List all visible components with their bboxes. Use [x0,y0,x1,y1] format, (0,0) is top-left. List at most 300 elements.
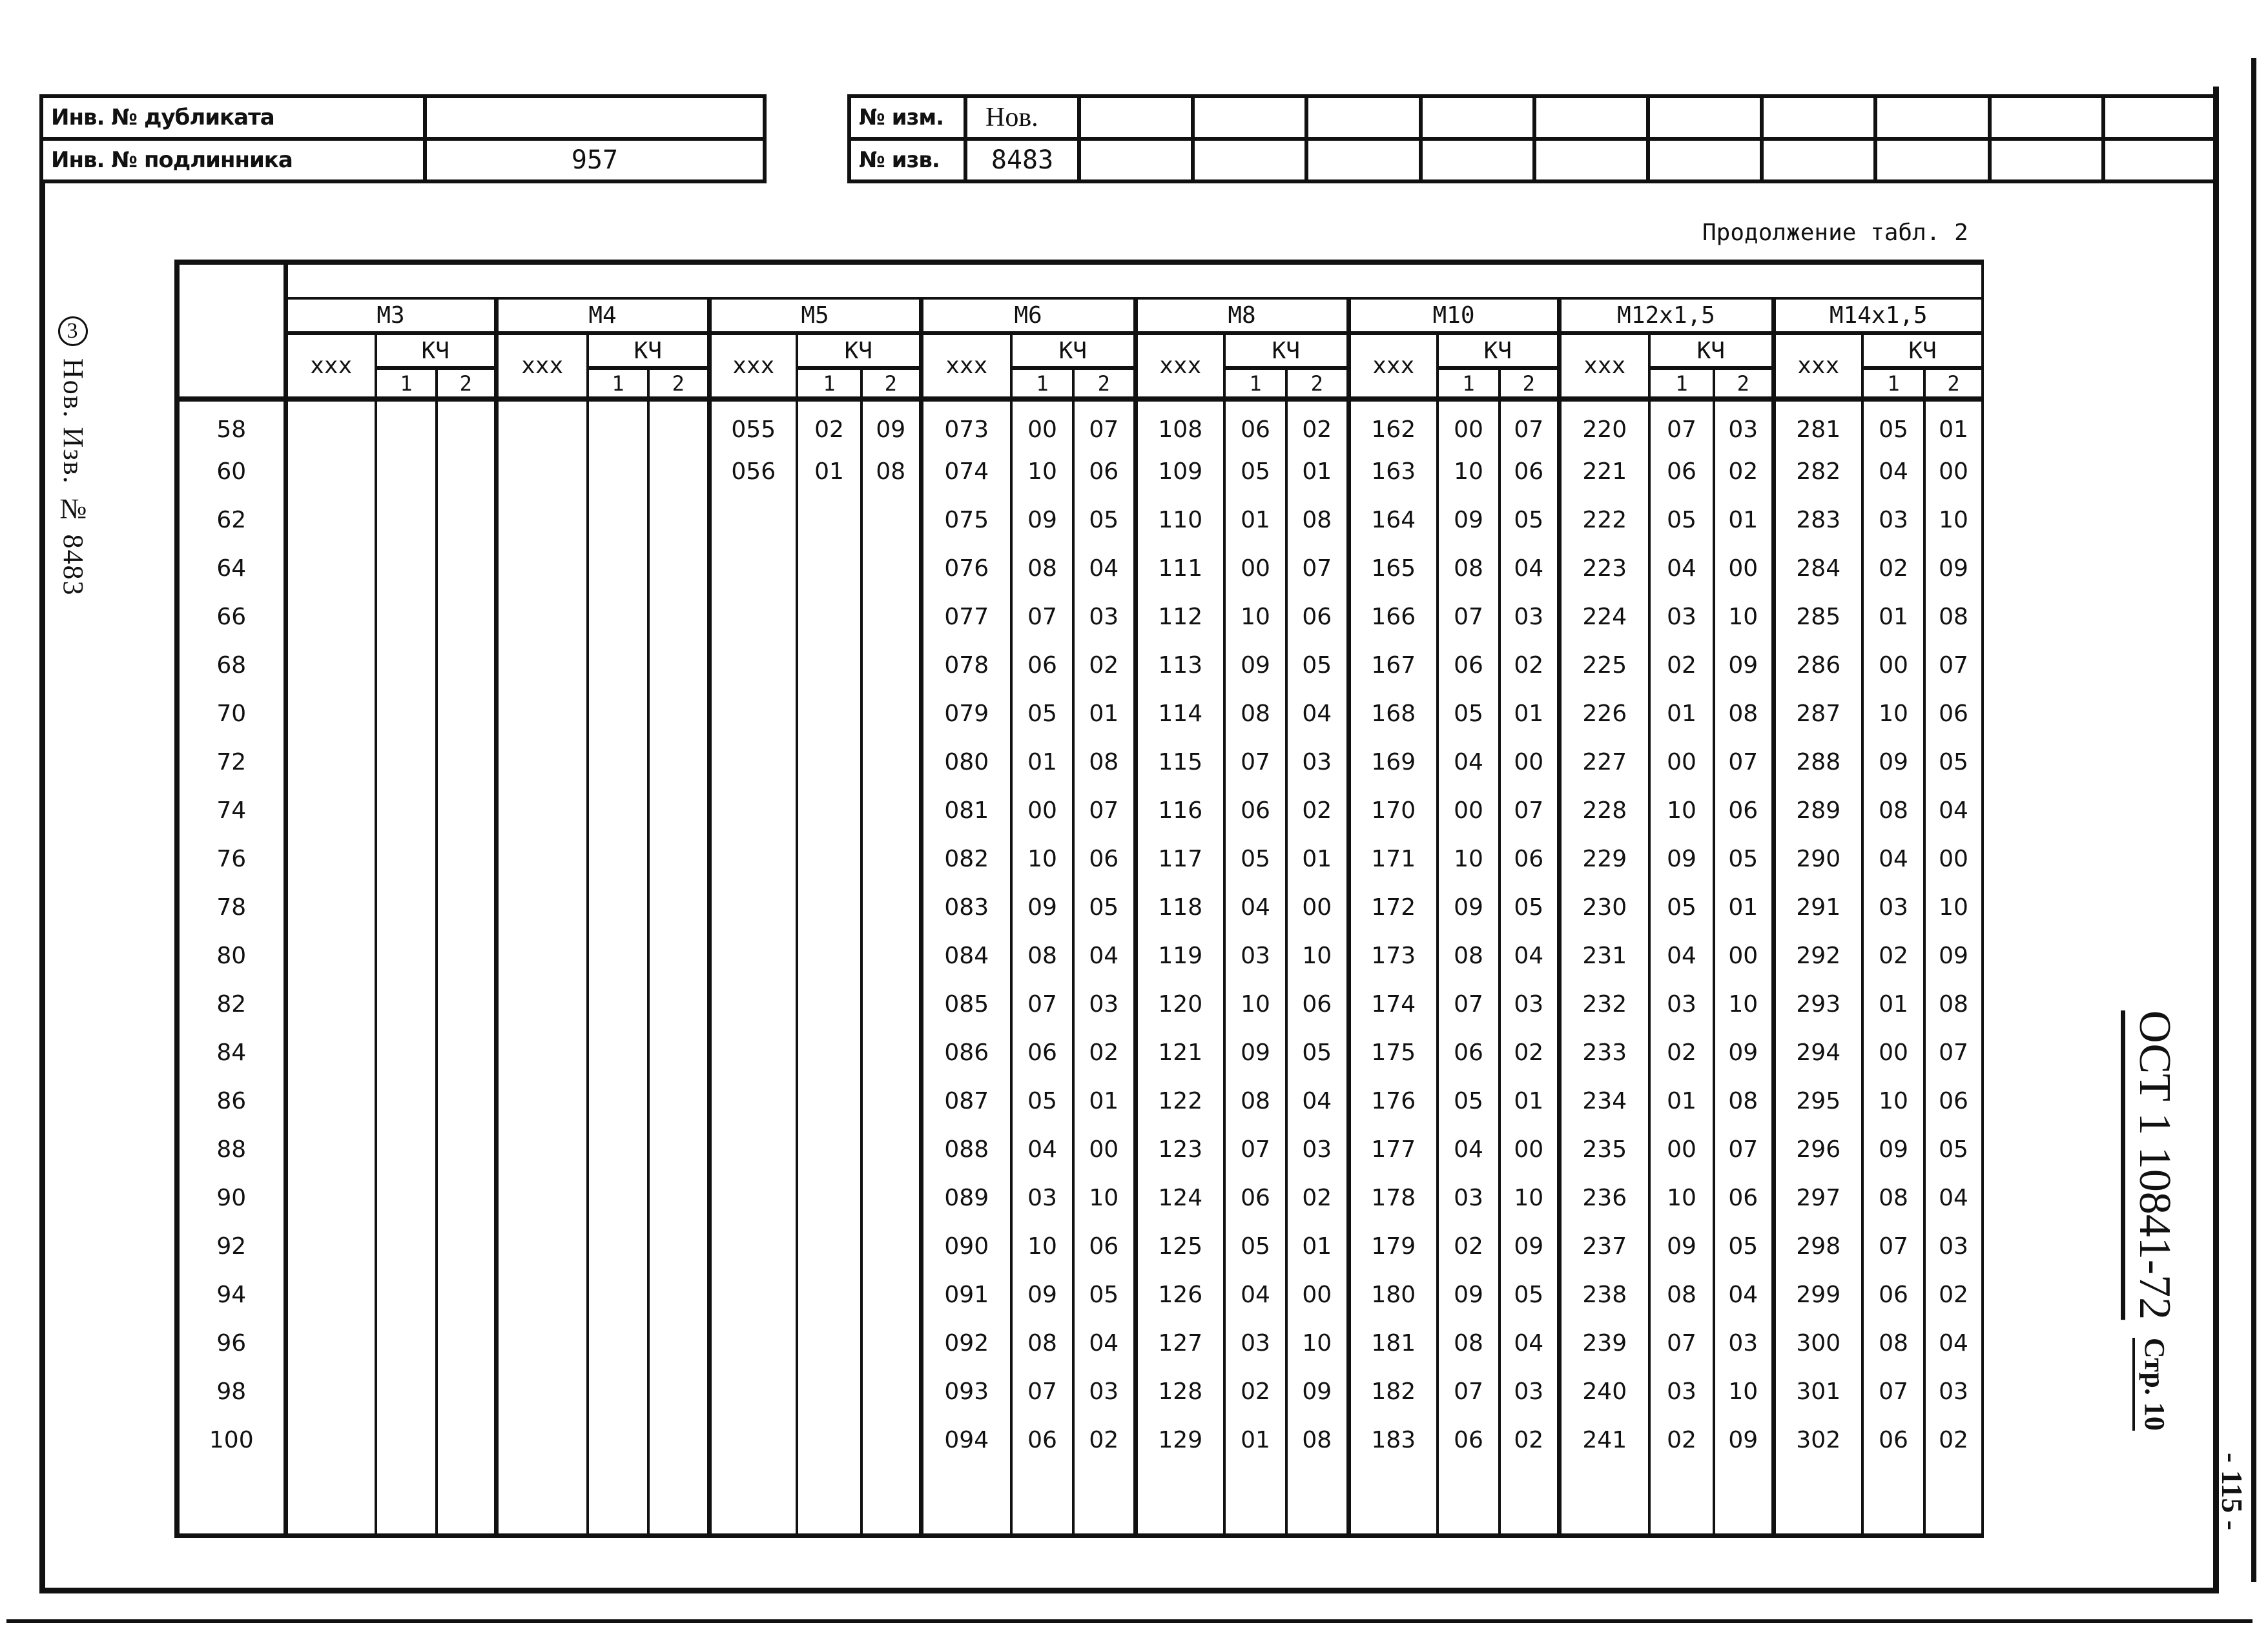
xxx-cell: 180 [1348,1271,1438,1319]
length-cell: 74 [177,786,285,835]
xxx-cell [285,641,376,690]
xxx-cell: 170 [1348,786,1438,835]
kch1-cell: 07 [1862,1367,1924,1416]
d-column-header [285,262,1983,298]
xxx-cell [285,1416,376,1464]
xxx-cell: 089 [921,1174,1011,1222]
xxx-header: ххх [1348,333,1438,399]
kch1-cell: 07 [1011,1367,1073,1416]
kch2-cell [648,738,709,786]
kch1-cell: 07 [1649,1319,1714,1367]
kch1-cell: 05 [1224,835,1286,883]
kch2-cell: 01 [1286,835,1348,883]
kch-header: КЧ [1862,333,1983,368]
kch2-cell: 01 [1073,690,1135,738]
length-cell: 96 [177,1319,285,1367]
kch1-cell [797,835,861,883]
kch1-cell: 06 [1438,641,1500,690]
kch1-cell [797,1077,861,1125]
kch2-cell [437,1367,496,1416]
xxx-cell [285,447,376,496]
kch2-cell: 10 [1714,593,1773,641]
kch1-cell: 06 [1438,1416,1500,1464]
kch2-cell: 07 [1500,786,1559,835]
kch1-cell: 03 [1649,1367,1714,1416]
kch-sub-1-header: 1 [1649,368,1714,399]
kch1-cell: 06 [1862,1416,1924,1464]
kch2-cell [648,447,709,496]
length-cell [177,1464,285,1535]
xxx-cell [496,1271,588,1319]
kch2-cell: 05 [1924,1125,1983,1174]
kch2-cell: 05 [1500,883,1559,932]
kch2-cell: 04 [1500,1319,1559,1367]
kch1-cell: 00 [1224,544,1286,593]
kch1-cell [797,738,861,786]
kch2-cell: 10 [1714,980,1773,1029]
kch1-cell: 08 [1011,544,1073,593]
kch2-cell: 03 [1073,593,1135,641]
kch2-cell: 01 [1714,883,1773,932]
kch1-cell: 08 [1862,1174,1924,1222]
xxx-cell: 123 [1135,1125,1224,1174]
kch2-cell [861,1077,921,1125]
kch2-cell [861,835,921,883]
xxx-cell: 294 [1773,1029,1862,1077]
xxx-cell [709,786,797,835]
xxx-cell: 109 [1135,447,1224,496]
xxx-cell: 292 [1773,932,1862,980]
kch1-cell [1862,1464,1924,1535]
xxx-cell: 080 [921,738,1011,786]
kch1-cell: 09 [1649,1222,1714,1271]
kch2-cell [648,641,709,690]
kch1-cell [376,883,437,932]
right-edge-rule [2251,58,2256,1582]
length-cell: 78 [177,883,285,932]
xxx-cell: 175 [1348,1029,1438,1077]
kch-header: КЧ [376,333,496,368]
kch1-cell: 05 [1438,1077,1500,1125]
stamp-cell [1306,96,1420,139]
length-cell: 94 [177,1271,285,1319]
kch2-cell [437,1464,496,1535]
xxx-cell [709,1125,797,1174]
xxx-cell: 229 [1559,835,1649,883]
kch2-cell: 05 [1073,496,1135,544]
kch1-cell [376,1077,437,1125]
xxx-cell: 227 [1559,738,1649,786]
kch1-cell [376,1125,437,1174]
kch2-cell: 02 [1286,1174,1348,1222]
xxx-cell: 237 [1559,1222,1649,1271]
thread-size-header: М8 [1135,298,1348,333]
thread-size-header: М5 [709,298,921,333]
kch-sub-2-header: 2 [1924,368,1983,399]
xxx-cell [285,593,376,641]
table-row [177,690,1983,738]
xxx-cell: 122 [1135,1077,1224,1125]
kch1-cell: 04 [1224,1271,1286,1319]
kch2-cell [437,496,496,544]
kch2-cell [648,835,709,883]
xxx-cell: 078 [921,641,1011,690]
xxx-cell: 129 [1135,1416,1224,1464]
kch1-cell [797,932,861,980]
xxx-cell: 287 [1773,690,1862,738]
kch2-cell: 06 [1073,447,1135,496]
kch2-cell: 08 [1073,738,1135,786]
table-continuation-caption: Продолжение табл. 2 [1702,220,1968,246]
kch2-cell [861,738,921,786]
kch2-cell: 03 [1924,1367,1983,1416]
kch1-cell [588,1077,648,1125]
xxx-cell: 179 [1348,1222,1438,1271]
kch1-cell: 05 [1224,1222,1286,1271]
kch1-cell: 07 [1224,738,1286,786]
xxx-header: ххх [1135,333,1224,399]
kch2-cell: 06 [1073,835,1135,883]
table-row [177,641,1983,690]
kch1-cell [797,1319,861,1367]
kch1-cell [588,1319,648,1367]
xxx-cell: 127 [1135,1319,1224,1367]
xxx-cell: 115 [1135,738,1224,786]
xxx-header: ххх [921,333,1011,399]
kch2-cell: 08 [1924,593,1983,641]
kch1-cell: 08 [1649,1271,1714,1319]
xxx-cell: 299 [1773,1271,1862,1319]
xxx-cell: 225 [1559,641,1649,690]
xxx-cell [709,544,797,593]
kch2-cell: 06 [1500,835,1559,883]
kch1-cell: 10 [1011,835,1073,883]
kch1-cell: 09 [1011,496,1073,544]
xxx-cell [496,1319,588,1367]
kch2-cell [437,786,496,835]
xxx-cell [285,1029,376,1077]
kch1-cell [376,593,437,641]
xxx-cell [496,1464,588,1535]
change-stamp [847,94,2219,183]
change-notice-side-note [57,316,90,596]
xxx-cell: 084 [921,932,1011,980]
xxx-cell [709,1174,797,1222]
xxx-header: ххх [709,333,797,399]
kch1-cell: 09 [1862,738,1924,786]
kch1-cell: 09 [1438,1271,1500,1319]
kch2-cell [648,932,709,980]
xxx-cell: 233 [1559,1029,1649,1077]
kch2-cell: 05 [1714,835,1773,883]
kch1-cell: 04 [1649,932,1714,980]
xxx-cell [709,1222,797,1271]
xxx-cell: 126 [1135,1271,1224,1319]
page-label: Стр. 10 [2139,1338,2170,1431]
izv-value: 8483 [965,139,1079,181]
kch2-cell [861,1029,921,1077]
xxx-cell [709,932,797,980]
kch2-cell: 02 [1714,447,1773,496]
xxx-cell: 230 [1559,883,1649,932]
xxx-cell: 290 [1773,835,1862,883]
kch2-cell [648,1416,709,1464]
thread-size-header: М10 [1348,298,1559,333]
kch2-cell [648,399,709,447]
kch2-cell: 02 [1073,1029,1135,1077]
kch2-cell: 07 [1500,399,1559,447]
xxx-cell: 055 [709,399,797,447]
xxx-cell: 111 [1135,544,1224,593]
kch2-cell: 07 [1714,1125,1773,1174]
kch1-cell: 05 [1438,690,1500,738]
length-cell: 90 [177,1174,285,1222]
kch-header: КЧ [1011,333,1135,368]
kch2-cell [1073,1464,1135,1535]
kch1-cell [588,883,648,932]
xxx-cell [496,1029,588,1077]
kch1-cell: 10 [1862,690,1924,738]
xxx-cell [285,1367,376,1416]
inv-dup-label: Инв. № дубликата [41,96,425,139]
length-cell: 88 [177,1125,285,1174]
kch1-cell [588,1464,648,1535]
kch1-cell [376,447,437,496]
kch2-cell: 09 [1714,1029,1773,1077]
stamp-cell [1534,96,1648,139]
kch1-cell: 10 [1011,447,1073,496]
izm-label: № изм. [849,96,965,139]
kch2-cell: 06 [1924,1077,1983,1125]
kch2-cell: 06 [1500,447,1559,496]
kch1-cell: 05 [1224,447,1286,496]
thread-size-header: М12х1,5 [1559,298,1773,333]
kch2-cell: 00 [1500,1125,1559,1174]
kch2-cell: 02 [1073,641,1135,690]
kch2-cell: 00 [1073,1125,1135,1174]
kch2-cell: 04 [1714,1271,1773,1319]
kch2-cell [648,690,709,738]
kch1-cell: 02 [1862,932,1924,980]
kch1-cell [797,1029,861,1077]
xxx-cell: 121 [1135,1029,1224,1077]
xxx-cell [285,980,376,1029]
kch1-cell: 03 [1649,980,1714,1029]
xxx-cell: 128 [1135,1367,1224,1416]
kch1-cell: 10 [1862,1077,1924,1125]
kch1-cell: 01 [1011,738,1073,786]
stamp-cell [1306,139,1420,181]
length-cell: 86 [177,1077,285,1125]
kch1-cell: 00 [1862,641,1924,690]
xxx-cell [496,690,588,738]
xxx-cell: 295 [1773,1077,1862,1125]
xxx-cell: 224 [1559,593,1649,641]
xxx-cell [496,1077,588,1125]
kch1-cell: 04 [1438,738,1500,786]
kch1-cell: 05 [1862,399,1924,447]
kch2-cell [648,593,709,641]
length-cell: 68 [177,641,285,690]
xxx-cell [496,593,588,641]
kch1-cell: 06 [1011,1416,1073,1464]
kch1-cell [797,690,861,738]
xxx-cell [709,1367,797,1416]
xxx-cell: 282 [1773,447,1862,496]
kch1-cell: 10 [1438,447,1500,496]
table-row [177,1464,1983,1535]
kch2-cell: 10 [1073,1174,1135,1222]
stamp-cell [1534,139,1648,181]
kch2-cell: 04 [1500,544,1559,593]
xxx-cell [709,641,797,690]
kch2-cell [437,593,496,641]
xxx-cell [285,883,376,932]
kch2-cell: 08 [1714,1077,1773,1125]
kch2-cell: 09 [1286,1367,1348,1416]
kch1-cell [588,496,648,544]
xxx-cell: 181 [1348,1319,1438,1367]
xxx-cell [285,738,376,786]
xxx-cell: 223 [1559,544,1649,593]
kch1-cell: 04 [1011,1125,1073,1174]
kch2-cell [437,1125,496,1174]
xxx-cell: 284 [1773,544,1862,593]
kch2-cell: 05 [1714,1222,1773,1271]
kch1-cell [376,1029,437,1077]
xxx-cell [285,496,376,544]
xxx-cell [1559,1464,1649,1535]
kch2-cell: 05 [1924,738,1983,786]
xxx-cell: 178 [1348,1174,1438,1222]
kch1-cell [588,1271,648,1319]
kch2-cell: 02 [1500,1416,1559,1464]
kch2-cell: 05 [1286,1029,1348,1077]
xxx-cell: 221 [1559,447,1649,496]
table-row [177,835,1983,883]
kch2-cell [861,1464,921,1535]
xxx-cell: 076 [921,544,1011,593]
kch1-cell: 07 [1438,1367,1500,1416]
kch2-cell: 06 [1073,1222,1135,1271]
kch2-cell [648,496,709,544]
xxx-cell: 169 [1348,738,1438,786]
data-table [174,260,1984,1538]
kch1-cell: 01 [797,447,861,496]
kch1-cell: 06 [1224,399,1286,447]
kch2-cell [861,690,921,738]
kch1-cell [376,1222,437,1271]
table-row [177,1222,1983,1271]
kch1-cell: 01 [1224,496,1286,544]
thread-size-header: М3 [285,298,496,333]
kch2-cell: 00 [1286,1271,1348,1319]
kch2-cell: 02 [1500,1029,1559,1077]
kch1-cell: 10 [1224,980,1286,1029]
kch2-cell: 08 [1286,496,1348,544]
kch1-cell [376,544,437,593]
kch1-cell [376,496,437,544]
length-cell: 60 [177,447,285,496]
kch1-cell [588,1367,648,1416]
kch-sub-2-header: 2 [1286,368,1348,399]
stamp-cell [1193,96,1306,139]
kch2-cell: 04 [1073,1319,1135,1367]
kch2-cell [437,1174,496,1222]
kch2-cell: 08 [861,447,921,496]
kch1-cell: 07 [1011,980,1073,1029]
kch1-cell: 06 [1011,641,1073,690]
xxx-cell [496,1222,588,1271]
xxx-header: ххх [1773,333,1862,399]
kch1-cell [588,835,648,883]
table-row [177,738,1983,786]
kch2-cell [437,641,496,690]
kch2-cell: 01 [1286,1222,1348,1271]
kch2-cell: 04 [1286,1077,1348,1125]
kch2-cell [648,1077,709,1125]
xxx-cell: 231 [1559,932,1649,980]
kch1-cell: 05 [1011,690,1073,738]
xxx-cell [709,835,797,883]
kch2-cell: 03 [1286,1125,1348,1174]
xxx-cell: 238 [1559,1271,1649,1319]
kch2-cell: 00 [1286,883,1348,932]
kch1-cell [588,399,648,447]
kch1-cell: 02 [1649,1029,1714,1077]
kch2-cell: 06 [1286,980,1348,1029]
kch1-cell: 06 [1224,1174,1286,1222]
kch1-cell: 03 [1224,1319,1286,1367]
kch2-cell [861,1222,921,1271]
xxx-cell [1348,1464,1438,1535]
xxx-cell [285,690,376,738]
stamp-cell [1875,96,1989,139]
table-row [177,593,1983,641]
kch1-cell: 02 [1649,641,1714,690]
kch1-cell [376,786,437,835]
kch2-cell: 09 [1924,544,1983,593]
xxx-cell [496,1416,588,1464]
xxx-cell [285,932,376,980]
kch2-cell [861,641,921,690]
kch1-cell [797,496,861,544]
izm-value: Нов. [965,96,1079,139]
kch1-cell [797,1271,861,1319]
kch-sub-1-header: 1 [588,368,648,399]
kch2-cell: 05 [1500,496,1559,544]
kch1-cell [797,1125,861,1174]
kch2-cell: 10 [1500,1174,1559,1222]
table-row [177,932,1983,980]
xxx-cell: 174 [1348,980,1438,1029]
xxx-cell [496,883,588,932]
kch2-cell: 00 [1924,835,1983,883]
xxx-cell [285,544,376,593]
xxx-cell: 162 [1348,399,1438,447]
kch2-cell: 04 [1073,544,1135,593]
table-row [177,883,1983,932]
kch1-cell: 01 [1649,690,1714,738]
xxx-cell [285,786,376,835]
kch2-cell: 10 [1286,932,1348,980]
stamp-cell [1079,139,1193,181]
xxx-cell [496,786,588,835]
xxx-cell [709,738,797,786]
length-cell: 80 [177,932,285,980]
kch2-cell: 07 [1924,641,1983,690]
kch1-cell [588,1416,648,1464]
